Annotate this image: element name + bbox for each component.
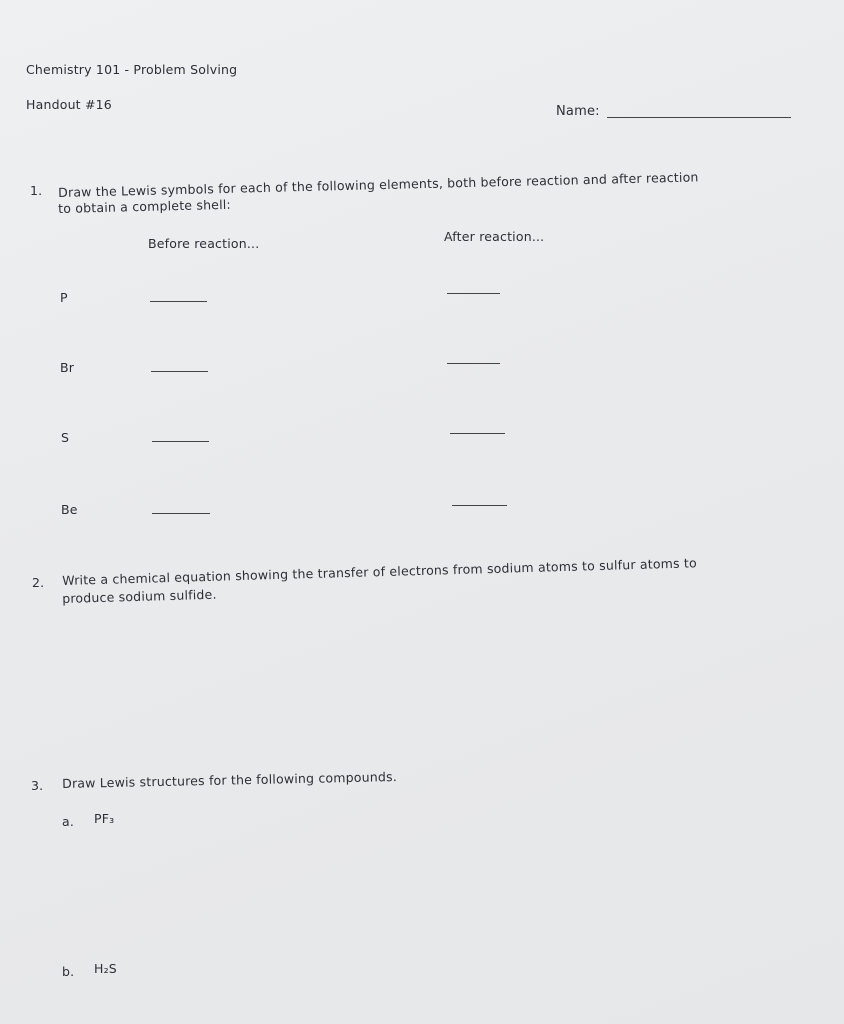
col-before-header: Before reaction... (148, 236, 260, 251)
q2-text-line1: Write a chemical equation showing the transfer of electrons from sodium atoms to sulfur atoms to (62, 555, 698, 588)
element-label: Be (61, 502, 78, 517)
answer-line-after[interactable] (447, 293, 500, 294)
element-label: P (60, 290, 68, 305)
answer-line-after[interactable] (447, 363, 500, 364)
q1-number: 1. (30, 183, 43, 198)
q3-item-letter: a. (62, 814, 75, 829)
q3-text: Draw Lewis structures for the following compounds. (62, 768, 398, 791)
answer-line-before[interactable] (150, 301, 207, 302)
q2-number: 2. (32, 575, 45, 590)
q1-text-line2: to obtain a complete shell: (58, 196, 232, 216)
name-field-line[interactable] (607, 117, 791, 118)
q3-number: 3. (31, 778, 44, 793)
answer-line-after[interactable] (450, 433, 505, 434)
element-label: Br (60, 360, 75, 375)
q1-text-line1: Draw the Lewis symbols for each of the following elements, both before reaction and after reaction (58, 169, 699, 200)
name-label: Name: (556, 104, 600, 119)
answer-line-before[interactable] (152, 513, 210, 514)
answer-line-before[interactable] (151, 371, 208, 372)
answer-line-after[interactable] (452, 505, 507, 506)
course-title: Chemistry 101 - Problem Solving (26, 62, 238, 77)
handout-number: Handout #16 (26, 97, 112, 112)
col-after-header: After reaction... (444, 229, 545, 244)
element-label: S (61, 430, 70, 445)
q3-item-compound: H₂S (94, 961, 117, 976)
answer-line-before[interactable] (152, 441, 209, 442)
q2-text-line2: produce sodium sulfide. (62, 586, 217, 606)
q3-item-compound: PF₃ (94, 811, 115, 826)
q3-item-letter: b. (62, 964, 75, 979)
